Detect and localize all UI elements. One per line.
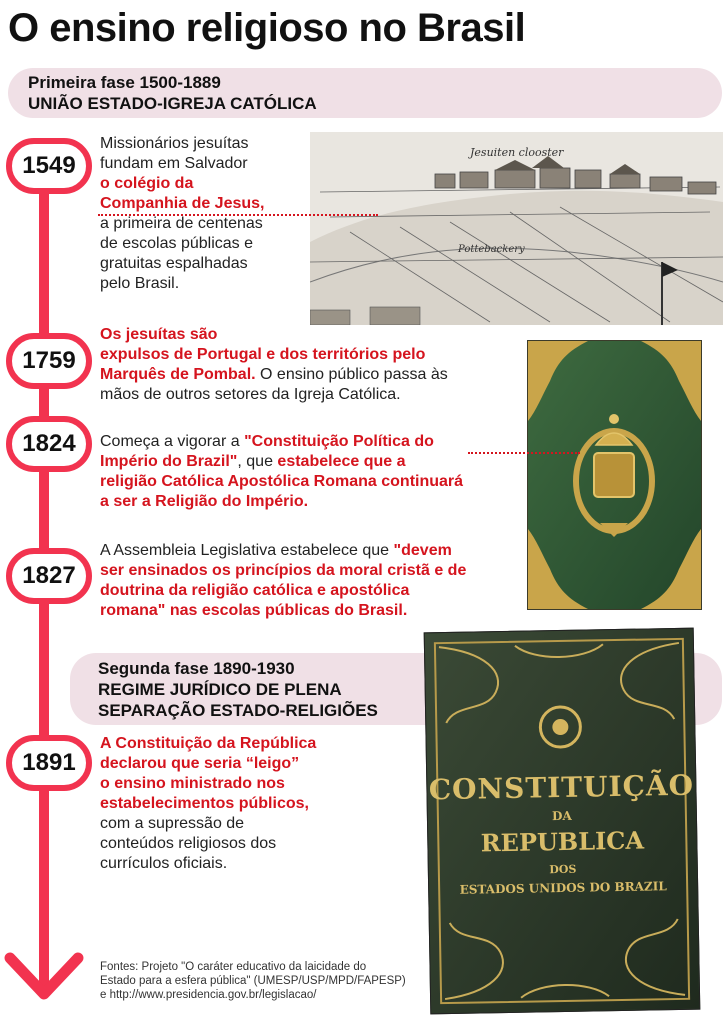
- event-1759-line: expulsos de Portugal e dos territórios pelo: [100, 346, 426, 363]
- event-1827-line: doutrina da religião católica e apostólica: [100, 582, 410, 599]
- event-1891-text: [100, 734, 420, 874]
- timeline-arrow-icon: [4, 950, 84, 1006]
- event-1759-text: [100, 325, 520, 405]
- phase-2-title-2: SEPARAÇÃO ESTADO-RELIGIÕES: [98, 701, 378, 720]
- event-1549-line: fundam em Salvador: [100, 155, 248, 172]
- event-1824-plain-part: , que: [237, 453, 278, 470]
- event-1549-line: Companhia de Jesus,: [100, 195, 265, 212]
- event-1827-plain-part: A Assembleia Legislativa estabelece que: [100, 542, 394, 559]
- event-1549-line: o colégio da: [100, 175, 194, 192]
- book2-line3: REPUBLICA: [480, 825, 645, 858]
- event-1549-line: a primeira de centenas: [100, 215, 263, 232]
- event-1824-line: a ser a Religião do Império.: [100, 493, 309, 510]
- event-1549-line: gratuitas espalhadas: [100, 255, 248, 272]
- book2-line5: ESTADOS UNIDOS DO BRAZIL: [459, 879, 667, 897]
- sketch-caption-mid: Pottebackery: [458, 244, 525, 255]
- year-badge-1824: 1824: [6, 416, 92, 472]
- book2-line2: DA: [551, 808, 572, 824]
- event-1827-line: ser ensinados os princípios da moral cristã e de: [100, 562, 467, 579]
- event-1759-red-part: Marquês de Pombal.: [100, 366, 256, 383]
- book2-line4: DOS: [549, 862, 577, 877]
- event-1759-line: [100, 365, 520, 385]
- sources-link[interactable]: e http://www.presidencia.gov.br/legislacao/: [100, 989, 317, 1001]
- phase-1-period: Primeira fase 1500-1889: [28, 73, 221, 92]
- page-title: O ensino religioso no Brasil: [8, 6, 526, 50]
- event-1759-line: Os jesuítas são: [100, 326, 218, 343]
- connector-1549: [98, 214, 378, 216]
- year-badge-1891: 1891: [6, 735, 92, 791]
- phase-2-title-1: REGIME JURÍDICO DE PLENA: [98, 680, 342, 699]
- event-1824-red-part: "Constituição Política do: [244, 433, 434, 450]
- event-1827-text: [100, 541, 520, 621]
- year-badge-1759: 1759: [6, 333, 92, 389]
- event-1827-line: romana" nas escolas públicas do Brasil.: [100, 602, 408, 619]
- sources-line: Estado para a esfera pública" (UMESP/USP/MPD/FAPESP): [100, 975, 406, 987]
- event-1827-red-part: "devem: [393, 542, 452, 559]
- event-1891-line: currículos oficiais.: [100, 855, 228, 872]
- phase-1-label: [28, 72, 317, 114]
- event-1759-line: mãos de outros setores da Igreja Católica.: [100, 386, 401, 403]
- event-1549-line: pelo Brasil.: [100, 275, 180, 292]
- imperial-constitution-book: [527, 340, 702, 610]
- event-1824-line: [100, 432, 520, 452]
- event-1891-line: o ensino ministrado nos: [100, 775, 285, 792]
- connector-1824: [468, 452, 580, 454]
- event-1824-red-part: Império do Brazil": [100, 453, 238, 470]
- event-1549-line: Missionários jesuítas: [100, 135, 249, 152]
- event-1824-text: [100, 432, 520, 512]
- imperial-crest-icon: [528, 341, 701, 609]
- event-1824-line: [100, 452, 520, 472]
- republic-constitution-book: [424, 628, 701, 1015]
- book2-line1: CONSTITUIÇÃO: [428, 768, 695, 807]
- event-1827-line: [100, 541, 520, 561]
- event-1891-line: estabelecimentos públicos,: [100, 795, 309, 812]
- sketch-caption-top: Jesuiten clooster: [470, 146, 564, 159]
- year-badge-1549: 1549: [6, 138, 92, 194]
- event-1759-plain-part: O ensino público passa às: [255, 366, 448, 383]
- event-1824-line: religião Católica Apostólica Romana continuará: [100, 473, 464, 490]
- event-1891-line: conteúdos religiosos dos: [100, 835, 277, 852]
- sources-note: [100, 960, 430, 1002]
- year-badge-1827: 1827: [6, 548, 92, 604]
- event-1891-line: A Constituição da República: [100, 735, 317, 752]
- event-1824-plain-part: Começa a vigorar a: [100, 433, 245, 450]
- event-1824-red-part: estabelece que a: [277, 453, 406, 470]
- sketch-drawing-icon: [310, 132, 723, 325]
- event-1891-line: declarou que seria “leigo”: [100, 755, 300, 772]
- phase-2-period: Segunda fase 1890-1930: [98, 659, 295, 678]
- event-1891-line: com a supressão de: [100, 815, 245, 832]
- phase-2-label: [98, 658, 378, 721]
- phase-1-title: UNIÃO ESTADO-IGREJA CATÓLICA: [28, 94, 317, 113]
- jesuit-college-sketch: [310, 132, 723, 325]
- event-1549-line: de escolas públicas e: [100, 235, 253, 252]
- sources-line: Fontes: Projeto "O caráter educativo da laicidade do: [100, 961, 367, 973]
